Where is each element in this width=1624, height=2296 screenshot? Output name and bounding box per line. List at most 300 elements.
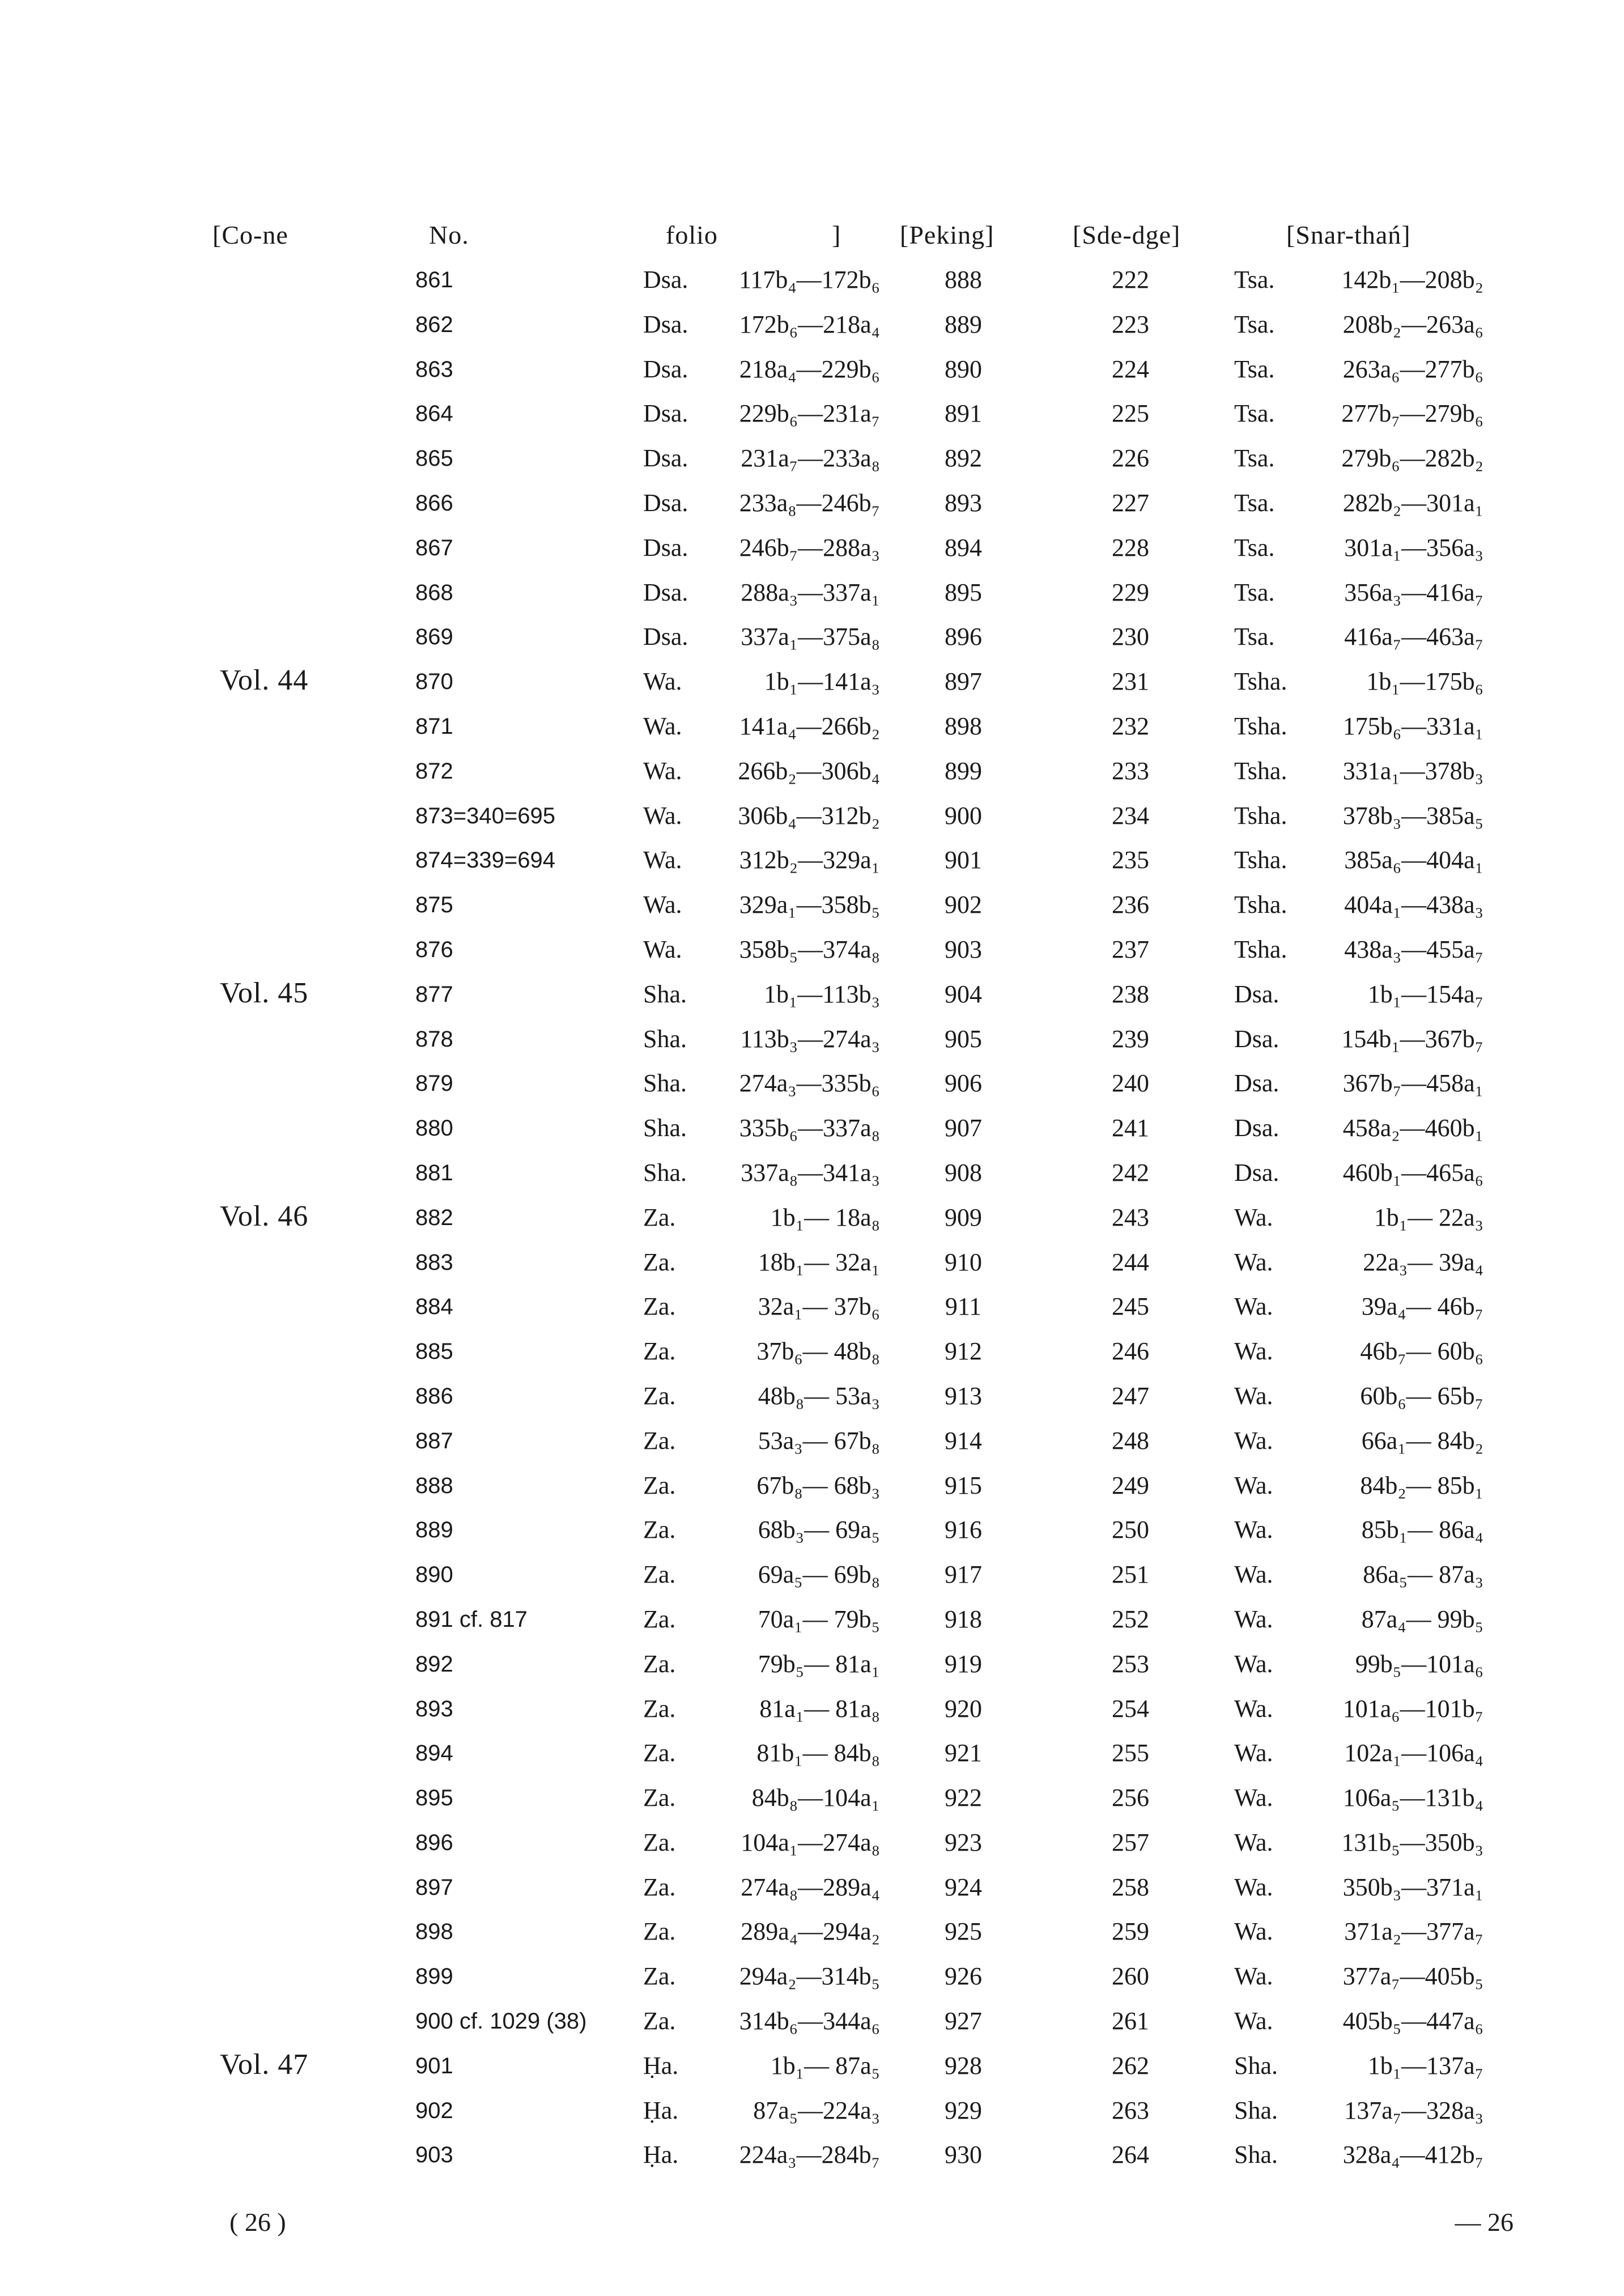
snar-than-range: 154b₁—367b₇ (1341, 1024, 1483, 1053)
entry-number: 880 (415, 1116, 453, 1141)
sde-dge-number: 248 (1112, 1426, 1149, 1455)
peking-number: 889 (945, 310, 982, 338)
sde-dge-number: 256 (1112, 1784, 1149, 1812)
peking-number: 916 (945, 1516, 982, 1544)
sde-dge-number: 223 (1112, 310, 1149, 338)
snar-than-range: 1b₁—137a₇ (1367, 2051, 1483, 2080)
snar-than-range: 301a₁—356a₃ (1344, 533, 1483, 562)
peking-number: 913 (945, 1381, 982, 1410)
folio-range: 18b₁— 32a₁ (758, 1248, 880, 1276)
snar-than-volume: Wa. (1234, 1381, 1273, 1410)
table-row (0, 396, 1624, 440)
snar-than-volume: Wa. (1234, 1426, 1273, 1455)
folio-volume: Za. (643, 1917, 676, 1946)
snar-than-range: 350b₃—371a₁ (1342, 1873, 1483, 1901)
table-row (0, 1423, 1624, 1468)
folio-range: 37b₆— 48b₈ (756, 1337, 880, 1366)
snar-than-range: 22a₃— 39a₄ (1363, 1248, 1483, 1276)
table-row (0, 351, 1624, 396)
table-row (0, 887, 1624, 932)
sde-dge-number: 231 (1112, 667, 1149, 696)
sde-dge-number: 236 (1112, 891, 1149, 919)
folio-range: 288a₃—337a₁ (741, 578, 880, 606)
peking-number: 915 (945, 1471, 982, 1499)
folio-range: 67b₈— 68b₃ (756, 1471, 880, 1499)
snar-than-range: 66a₁— 84b₂ (1361, 1426, 1483, 1455)
entry-number: 869 (415, 624, 453, 650)
snar-than-volume: Wa. (1234, 1828, 1273, 1856)
peking-number: 888 (945, 266, 982, 294)
peking-number: 909 (945, 1203, 982, 1231)
table-row (0, 798, 1624, 843)
table-row (0, 1691, 1624, 1736)
table-row (0, 1110, 1624, 1155)
peking-number: 904 (945, 980, 982, 1008)
table-row (0, 1333, 1624, 1378)
entry-number: 903 (415, 2142, 453, 2168)
folio-range: 335b₆—337a₈ (739, 1114, 880, 1142)
folio-volume: Dsa. (643, 623, 688, 651)
snar-than-range: 371a₂—377a₇ (1344, 1917, 1483, 1946)
folio-range: 81b₁— 84b₈ (756, 1739, 880, 1767)
snar-than-volume: Wa. (1234, 1203, 1273, 1231)
sde-dge-number: 250 (1112, 1516, 1149, 1544)
entry-number: 867 (415, 535, 453, 560)
table-row (0, 1200, 1624, 1244)
snar-than-range: 416a₇—463a₇ (1344, 623, 1483, 651)
table-row (0, 932, 1624, 976)
snar-than-volume: Tsa. (1234, 578, 1275, 606)
folio-range: 70a₁— 79b₅ (758, 1605, 880, 1633)
snar-than-volume: Tsa. (1234, 533, 1275, 562)
entry-number: 864 (415, 401, 453, 427)
table-row (0, 2093, 1624, 2137)
folio-range: 246b₇—288a₃ (739, 533, 880, 562)
header-sde-dge: [Sde-dge] (1073, 220, 1181, 249)
sde-dge-number: 254 (1112, 1694, 1149, 1723)
table-row (0, 1244, 1624, 1289)
entry-number: 884 (415, 1294, 453, 1320)
table-row (0, 1155, 1624, 1200)
folio-volume: Wa. (643, 846, 682, 874)
peking-number: 912 (945, 1337, 982, 1366)
folio-range: 266b₂—306b₄ (738, 756, 880, 785)
folio-volume: Ḥa. (643, 2141, 679, 2169)
snar-than-volume: Tsha. (1234, 712, 1287, 740)
folio-range: 1b₁—113b₃ (763, 980, 880, 1008)
snar-than-range: 356a₃—416a₇ (1344, 578, 1483, 606)
peking-number: 893 (945, 488, 982, 517)
table-row (0, 2003, 1624, 2048)
peking-number: 922 (945, 1784, 982, 1812)
entry-number: 871 (415, 713, 453, 739)
snar-than-range: 377a₇—405b₅ (1342, 1962, 1483, 1991)
table-row (0, 440, 1624, 485)
sde-dge-number: 230 (1112, 623, 1149, 651)
folio-volume: Za. (643, 1426, 676, 1455)
snar-than-range: 404a₁—438a₃ (1344, 891, 1483, 919)
folio-range: 32a₁— 37b₆ (758, 1292, 880, 1321)
folio-range: 337a₁—375a₈ (741, 623, 880, 651)
peking-number: 896 (945, 623, 982, 651)
snar-than-volume: Wa. (1234, 1337, 1273, 1366)
folio-volume: Wa. (643, 667, 682, 696)
entry-number: 897 (415, 1874, 453, 1900)
sde-dge-number: 246 (1112, 1337, 1149, 1366)
folio-volume: Sha. (643, 1069, 687, 1098)
snar-than-volume: Tsha. (1234, 846, 1287, 874)
snar-than-volume: Tsha. (1234, 935, 1287, 963)
folio-volume: Wa. (643, 891, 682, 919)
folio-range: 79b₅— 81a₁ (758, 1649, 880, 1678)
peking-number: 923 (945, 1828, 982, 1856)
snar-than-range: 458a₂—460b₁ (1342, 1114, 1483, 1142)
folio-volume: Ḥa. (643, 2051, 679, 2080)
peking-number: 928 (945, 2051, 982, 2080)
snar-than-volume: Wa. (1234, 1962, 1273, 1991)
entry-number: 873=340=695 (415, 803, 555, 828)
snar-than-range: 1b₁— 22a₃ (1374, 1203, 1483, 1231)
peking-number: 930 (945, 2141, 982, 2169)
entry-number: 887 (415, 1428, 453, 1453)
sde-dge-number: 225 (1112, 399, 1149, 428)
snar-than-volume: Tsha. (1234, 891, 1287, 919)
snar-than-volume: Tsa. (1234, 399, 1275, 428)
folio-range: 314b₆—344a₆ (739, 2007, 880, 2035)
peking-number: 902 (945, 891, 982, 919)
sde-dge-number: 239 (1112, 1024, 1149, 1053)
entry-number: 896 (415, 1830, 453, 1855)
folio-volume: Dsa. (643, 399, 688, 428)
header-bracket: ] (832, 220, 841, 249)
table-row (0, 1601, 1624, 1646)
snar-than-range: 131b₅—350b₃ (1341, 1828, 1483, 1856)
sde-dge-number: 249 (1112, 1471, 1149, 1499)
entry-number: 868 (415, 580, 453, 605)
folio-volume: Sha. (643, 1024, 687, 1053)
peking-number: 906 (945, 1069, 982, 1098)
sde-dge-number: 245 (1112, 1292, 1149, 1321)
snar-than-range: 378b₃—385a₅ (1342, 801, 1483, 830)
entry-number: 861 (415, 267, 453, 292)
snar-than-volume: Wa. (1234, 1471, 1273, 1499)
header-folio: folio (666, 220, 718, 249)
table-row (0, 1065, 1624, 1110)
entry-number: 886 (415, 1383, 453, 1409)
snar-than-volume: Tsa. (1234, 355, 1275, 383)
entry-number: 883 (415, 1249, 453, 1275)
entry-number: 891 cf. 817 (415, 1606, 528, 1632)
volume-label: Vol. 45 (220, 976, 309, 1009)
snar-than-range: 367b₇—458a₁ (1342, 1069, 1483, 1098)
folio-volume: Za. (643, 1649, 676, 1678)
entry-number: 862 (415, 312, 453, 337)
snar-than-range: 277b₇—279b₆ (1341, 399, 1483, 428)
table-row (0, 2048, 1624, 2093)
folio-volume: Za. (643, 1873, 676, 1901)
peking-number: 927 (945, 2007, 982, 2035)
peking-number: 907 (945, 1114, 982, 1142)
snar-than-range: 102a₁—106a₄ (1344, 1739, 1483, 1767)
snar-than-volume: Wa. (1234, 1694, 1273, 1723)
folio-range: 1b₁—141a₃ (764, 667, 880, 696)
sde-dge-number: 242 (1112, 1158, 1149, 1187)
snar-than-volume: Dsa. (1234, 980, 1279, 1008)
folio-volume: Dsa. (643, 266, 688, 294)
entry-number: 877 (415, 981, 453, 1007)
volume-label: Vol. 47 (220, 2048, 309, 2081)
sde-dge-number: 241 (1112, 1114, 1149, 1142)
snar-than-range: 87a₄— 99b₅ (1361, 1605, 1483, 1633)
header-cone: [Co-ne (212, 220, 288, 249)
folio-volume: Dsa. (643, 578, 688, 606)
snar-than-range: 331a₁—378b₃ (1342, 756, 1483, 785)
entry-number: 893 (415, 1696, 453, 1721)
folio-range: 87a₅—224a₃ (753, 2096, 880, 2124)
sde-dge-number: 259 (1112, 1917, 1149, 1946)
sde-dge-number: 228 (1112, 533, 1149, 562)
folio-range: 274a₈—289a₄ (741, 1873, 880, 1901)
entry-number: 895 (415, 1785, 453, 1811)
snar-than-range: 85b₁— 86a₄ (1361, 1516, 1483, 1544)
sde-dge-number: 227 (1112, 488, 1149, 517)
table-row (0, 1869, 1624, 1914)
snar-than-range: 106a₅—131b₄ (1342, 1784, 1483, 1812)
sde-dge-number: 252 (1112, 1605, 1149, 1633)
folio-volume: Ḥa. (643, 2096, 679, 2124)
peking-number: 924 (945, 1873, 982, 1901)
snar-than-range: 99b₅—101a₆ (1355, 1649, 1483, 1678)
peking-number: 914 (945, 1426, 982, 1455)
entry-number: 899 (415, 1964, 453, 1989)
peking-number: 899 (945, 756, 982, 785)
entry-number: 863 (415, 356, 453, 382)
folio-volume: Za. (643, 1561, 676, 1589)
table-row (0, 530, 1624, 575)
sde-dge-number: 238 (1112, 980, 1149, 1008)
peking-number: 920 (945, 1694, 982, 1723)
peking-number: 895 (945, 578, 982, 606)
table-row (0, 1825, 1624, 1869)
table-row (0, 2137, 1624, 2182)
table-row (0, 664, 1624, 708)
snar-than-volume: Dsa. (1234, 1024, 1279, 1053)
folio-range: 306b₄—312b₂ (738, 801, 880, 830)
peking-number: 900 (945, 801, 982, 830)
sde-dge-number: 226 (1112, 444, 1149, 473)
folio-range: 117b₄—172b₆ (738, 266, 880, 294)
snar-than-volume: Tsa. (1234, 623, 1275, 651)
table-row (0, 976, 1624, 1021)
sde-dge-number: 229 (1112, 578, 1149, 606)
table-row (0, 1512, 1624, 1557)
sde-dge-number: 237 (1112, 935, 1149, 963)
table-row (0, 619, 1624, 664)
folio-range: 358b₅—374a₈ (739, 935, 880, 963)
snar-than-range: 46b₇— 60b₆ (1360, 1337, 1483, 1366)
peking-number: 919 (945, 1649, 982, 1678)
snar-than-volume: Sha. (1234, 2096, 1278, 2124)
folio-range: 233a₈—246b₇ (739, 488, 880, 517)
folio-range: 113b₃—274a₃ (740, 1024, 880, 1053)
table-row (0, 1735, 1624, 1780)
entry-number: 872 (415, 758, 453, 784)
snar-than-range: 60b₆— 65b₇ (1360, 1381, 1483, 1410)
snar-than-volume: Tsa. (1234, 310, 1275, 338)
entry-number: 898 (415, 1919, 453, 1945)
snar-than-volume: Tsa. (1234, 266, 1275, 294)
folio-range: 218a₄—229b₆ (739, 355, 880, 383)
snar-than-volume: Wa. (1234, 1917, 1273, 1946)
table-row (0, 575, 1624, 619)
peking-number: 926 (945, 1962, 982, 1991)
snar-than-volume: Wa. (1234, 1292, 1273, 1321)
folio-range: 274a₃—335b₆ (739, 1069, 880, 1098)
sde-dge-number: 264 (1112, 2141, 1149, 2169)
peking-number: 917 (945, 1561, 982, 1589)
folio-range: 329a₁—358b₅ (739, 891, 880, 919)
peking-number: 921 (945, 1739, 982, 1767)
snar-than-volume: Wa. (1234, 2007, 1273, 2035)
folio-range: 1b₁— 87a₅ (770, 2051, 880, 2080)
snar-than-volume: Wa. (1234, 1739, 1273, 1767)
folio-volume: Sha. (643, 1114, 687, 1142)
folio-range: 337a₈—341a₃ (741, 1158, 880, 1187)
peking-number: 894 (945, 533, 982, 562)
folio-volume: Za. (643, 1203, 676, 1231)
sde-dge-number: 240 (1112, 1069, 1149, 1098)
snar-than-volume: Wa. (1234, 1561, 1273, 1589)
table-row (0, 842, 1624, 887)
entry-number: 902 (415, 2098, 453, 2123)
sde-dge-number: 253 (1112, 1649, 1149, 1678)
folio-volume: Za. (643, 1248, 676, 1276)
folio-volume: Wa. (643, 712, 682, 740)
snar-than-range: 137a₇—328a₃ (1344, 2096, 1483, 2124)
sde-dge-number: 258 (1112, 1873, 1149, 1901)
snar-than-range: 84b₂— 85b₁ (1360, 1471, 1483, 1499)
folio-volume: Za. (643, 1605, 676, 1633)
folio-range: 104a₁—274a₈ (741, 1828, 880, 1856)
folio-range: 1b₁— 18a₈ (770, 1203, 880, 1231)
folio-range: 48b₈— 53a₃ (758, 1381, 880, 1410)
folio-volume: Za. (643, 1962, 676, 1991)
snar-than-volume: Wa. (1234, 1248, 1273, 1276)
table-row (0, 307, 1624, 351)
folio-volume: Dsa. (643, 310, 688, 338)
folio-volume: Za. (643, 1784, 676, 1812)
table-row (0, 262, 1624, 307)
snar-than-volume: Tsha. (1234, 801, 1287, 830)
sde-dge-number: 232 (1112, 712, 1149, 740)
folio-range: 294a₂—314b₅ (739, 1962, 880, 1991)
snar-than-range: 328a₄—412b₇ (1342, 2141, 1483, 2169)
entry-number: 870 (415, 669, 453, 695)
folio-range: 53a₃— 67b₈ (758, 1426, 880, 1455)
snar-than-volume: Tsha. (1234, 667, 1287, 696)
sde-dge-number: 233 (1112, 756, 1149, 785)
folio-range: 84b₈—104a₁ (751, 1784, 880, 1812)
folio-range: 68b₃— 69a₅ (758, 1516, 880, 1544)
volume-label: Vol. 44 (220, 664, 309, 697)
folio-volume: Wa. (643, 935, 682, 963)
entry-number: 865 (415, 446, 453, 471)
folio-range: 141a₄—266b₂ (739, 712, 880, 740)
sde-dge-number: 244 (1112, 1248, 1149, 1276)
peking-number: 929 (945, 2096, 982, 2124)
folio-volume: Za. (643, 1381, 676, 1410)
folio-range: 229b₆—231a₇ (739, 399, 880, 428)
sde-dge-number: 251 (1112, 1561, 1149, 1589)
table-row (0, 708, 1624, 753)
footer-page-left: ( 26 ) (229, 2208, 286, 2237)
sde-dge-number: 263 (1112, 2096, 1149, 2124)
entry-number: 900 cf. 1029 (38) (415, 2009, 587, 2034)
folio-volume: Za. (643, 2007, 676, 2035)
peking-number: 897 (945, 667, 982, 696)
snar-than-range: 142b₁—208b₂ (1341, 266, 1483, 294)
folio-volume: Za. (643, 1516, 676, 1544)
folio-volume: Sha. (643, 1158, 687, 1187)
folio-range: 224a₃—284b₇ (739, 2141, 880, 2169)
folio-volume: Za. (643, 1694, 676, 1723)
sde-dge-number: 255 (1112, 1739, 1149, 1767)
snar-than-volume: Tsa. (1234, 488, 1275, 517)
snar-than-volume: Tsa. (1234, 444, 1275, 473)
snar-than-range: 438a₃—455a₇ (1344, 935, 1483, 963)
snar-than-range: 385a₆—404a₁ (1344, 846, 1483, 874)
snar-than-volume: Dsa. (1234, 1158, 1279, 1187)
folio-volume: Dsa. (643, 533, 688, 562)
table-row (0, 1289, 1624, 1333)
folio-volume: Za. (643, 1292, 676, 1321)
peking-number: 905 (945, 1024, 982, 1053)
sde-dge-number: 224 (1112, 355, 1149, 383)
snar-than-volume: Sha. (1234, 2051, 1278, 2080)
table-row (0, 1914, 1624, 1958)
folio-range: 81a₁— 81a₈ (759, 1694, 880, 1723)
entry-number: 874=339=694 (415, 848, 555, 873)
entry-number: 892 (415, 1651, 453, 1677)
snar-than-range: 460b₁—465a₆ (1342, 1158, 1483, 1187)
folio-range: 69a₅— 69b₈ (758, 1561, 880, 1589)
snar-than-volume: Dsa. (1234, 1069, 1279, 1098)
table-row (0, 1958, 1624, 2003)
sde-dge-number: 222 (1112, 266, 1149, 294)
entry-number: 894 (415, 1741, 453, 1766)
peking-number: 890 (945, 355, 982, 383)
folio-range: 312b₂—329a₁ (739, 846, 880, 874)
header-snar-than: [Snar-thań] (1286, 220, 1411, 249)
entry-number: 875 (415, 892, 453, 918)
peking-number: 925 (945, 1917, 982, 1946)
folio-range: 172b₆—218a₄ (739, 310, 880, 338)
peking-number: 891 (945, 399, 982, 428)
table-row (0, 1646, 1624, 1691)
snar-than-volume: Wa. (1234, 1516, 1273, 1544)
peking-number: 903 (945, 935, 982, 963)
snar-than-volume: Wa. (1234, 1649, 1273, 1678)
table-row (0, 485, 1624, 530)
entry-number: 901 (415, 2053, 453, 2078)
snar-than-volume: Sha. (1234, 2141, 1278, 2169)
table-row (0, 1557, 1624, 1601)
folio-volume: Za. (643, 1471, 676, 1499)
table-row (0, 1021, 1624, 1066)
folio-volume: Za. (643, 1337, 676, 1366)
peking-number: 901 (945, 846, 982, 874)
folio-range: 289a₄—294a₂ (741, 1917, 880, 1946)
